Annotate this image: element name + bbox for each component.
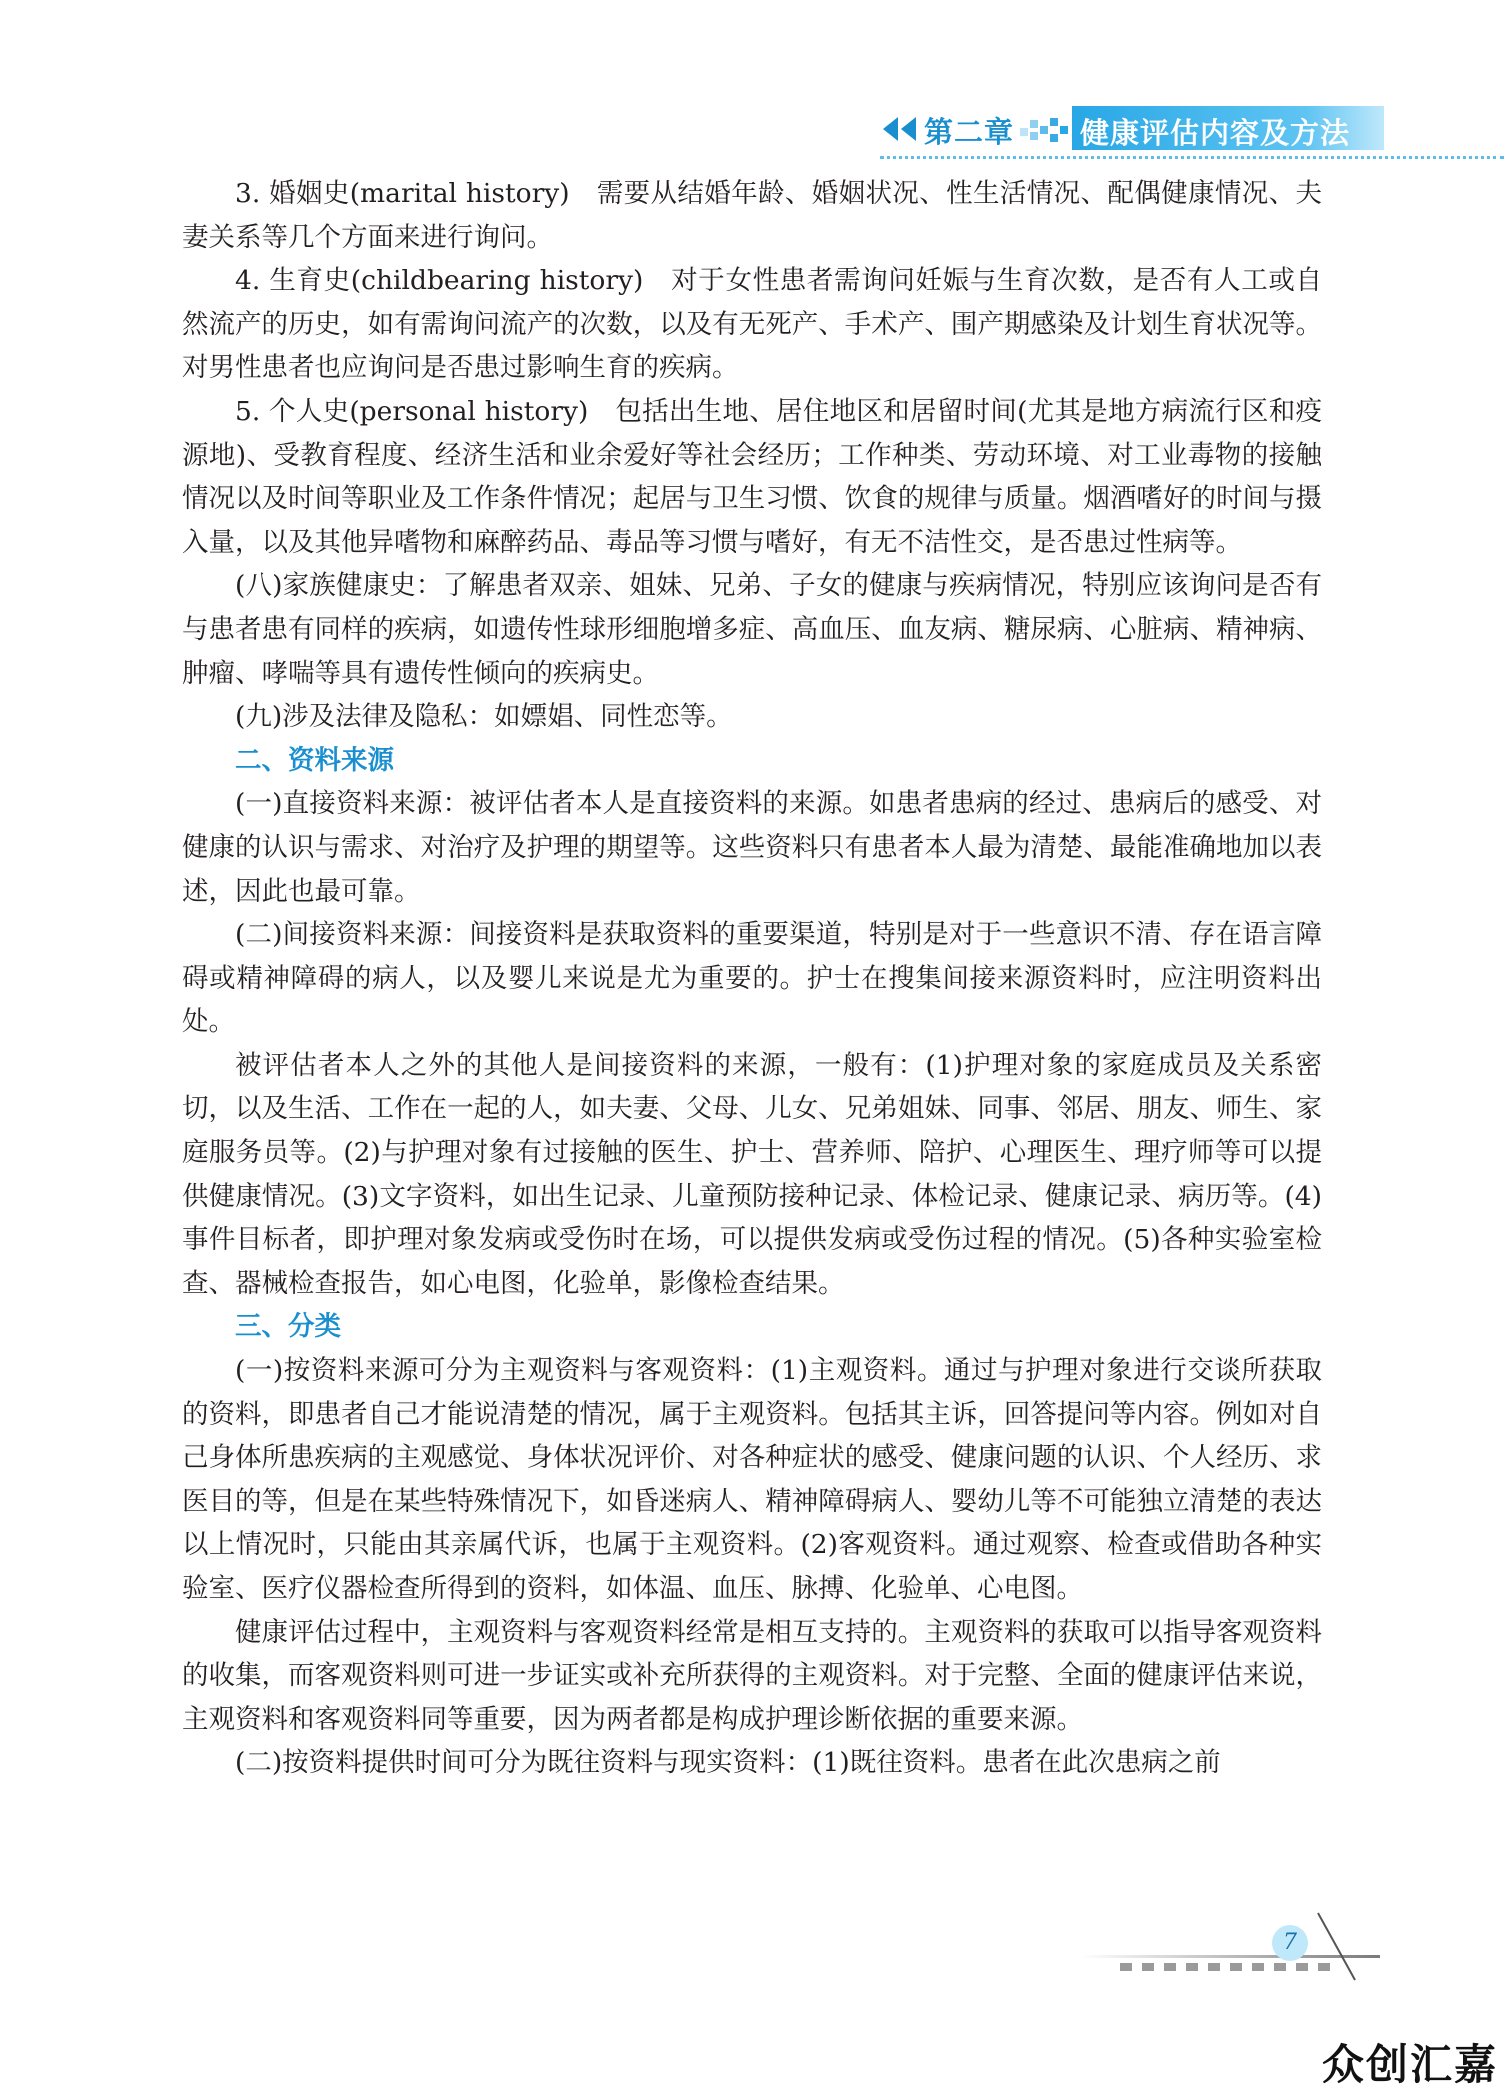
running-header <box>880 106 1504 152</box>
paragraph: (二)间接资料来源：间接资料是获取资料的重要渠道，特别是对于一些意识不清、存在语言障碍或精神障碍的病人，以及婴儿来说是尤为重要的。护士在搜集间接来源资料时，应注明资料出处。 <box>182 919 1322 1038</box>
paragraph: 5. 个人史(personal history) 包括出生地、居住地区和居留时间(尤其是地方病流行区和疫源地)、受教育程度、经济生活和业余爱好等社会经历；工作种类、劳动环境、对工业毒物的接触情况以及时间等职业及工作条件情况；起居与卫生习惯、饮食的规律与质量。烟酒嗜好的时间与摄入量，以及其他异嗜物和麻醉药品、毒品等习惯与嗜好，有无不洁性交，是否患过性病等。 <box>182 395 1322 558</box>
paragraph: (八)家族健康史：了解患者双亲、姐妹、兄弟、子女的健康与疾病情况，特别应该询问是否有与患者患有同样的疾病，如遗传性球形细胞增多症、高血压、血友病、糖尿病、心脏病、精神病、肿瘤、哮喘等具有遗传性倾向的疾病史。 <box>182 570 1322 689</box>
chapter-title: 健康评估内容及方法 <box>1080 116 1351 150</box>
paragraph: (九)涉及法律及隐私：如嫖娼、同性恋等。 <box>235 701 733 733</box>
chapter-label: 第二章 <box>924 115 1015 149</box>
double-arrow-left-icon <box>880 114 920 144</box>
section-heading: 二、资料来源 <box>235 744 394 776</box>
paragraph: 健康评估过程中，主观资料与客观资料经常是相互支持的。主观资料的获取可以指导客观资料的收集，而客观资料则可进一步证实或补充所获得的主观资料。对于完整、全面的健康评估来说，主观资料和客观资料同等重要，因为两者都是构成护理诊断依据的重要来源。 <box>182 1616 1322 1735</box>
paragraph: (二)按资料提供时间可分为既往资料与现实资料：(1)既往资料。患者在此次患病之前 <box>235 1747 1221 1779</box>
body-text <box>182 172 1322 1785</box>
paragraph: 被评估者本人之外的其他人是间接资料的来源，一般有：(1)护理对象的家庭成员及关系密切，以及生活、工作在一起的人，如夫妻、父母、儿女、兄弟姐妹、同事、邻居、朋友、师生、家庭服务员等。(2)与护理对象有过接触的医生、护士、营养师、陪护、心理医生、理疗师等可以提供健康情况。(3)文字资料，如出生记录、儿童预防接种记录、体检记录、健康记录、病历等。(4)事件目标者，即护理对象发病或受伤时在场，可以提供发病或受伤过程的情况。(5)各种实验室检查、器械检查报告，如心电图，化验单，影像检查结果。 <box>182 1049 1322 1299</box>
paragraph: 4. 生育史(childbearing history) 对于女性患者需询问妊娠与生育次数，是否有人工或自然流产的历史，如有需询问流产的次数，以及有无死产、手术产、围产期感染及计划生育状况等。对男性患者也应询问是否患过影响生育的疾病。 <box>182 265 1322 384</box>
page-number: 7 <box>1283 1930 1297 1955</box>
paragraph: (一)直接资料来源：被评估者本人是直接资料的来源。如患者患病的经过、患病后的感受、对健康的认识与需求、对治疗及护理的期望等。这些资料只有患者本人最为清楚、最能准确地加以表述，因此也最可靠。 <box>182 788 1322 907</box>
watermark: 众创汇嘉 <box>1321 2040 1498 2089</box>
header-dotted-rule <box>880 156 1504 159</box>
paragraph: 3. 婚姻史(marital history) 需要从结婚年龄、婚姻状况、性生活情况、配偶健康情况、夫妻关系等几个方面来进行询问。 <box>182 178 1322 253</box>
section-heading: 三、分类 <box>235 1311 341 1343</box>
footer-decoration-icon <box>1080 1905 1420 1985</box>
paragraph: (一)按资料来源可分为主观资料与客观资料：(1)主观资料。通过与护理对象进行交谈所获取的资料，即患者自己才能说清楚的情况，属于主观资料。包括其主诉，回答提问等内容。例如对自己身体所患疾病的主观感觉、身体状况评价、对各种症状的感受、健康问题的认识、个人经历、求医目的等，但是在某些特殊情况下，如昏迷病人、精神障碍病人、婴幼儿等不可能独立清楚的表达以上情况时，只能由其亲属代诉，也属于主观资料。(2)客观资料。通过观察、检查或借助各种实验室、医疗仪器检查所得到的资料，如体温、血压、脉搏、化验单、心电图。 <box>182 1355 1322 1604</box>
page-footer <box>1080 1905 1420 1985</box>
